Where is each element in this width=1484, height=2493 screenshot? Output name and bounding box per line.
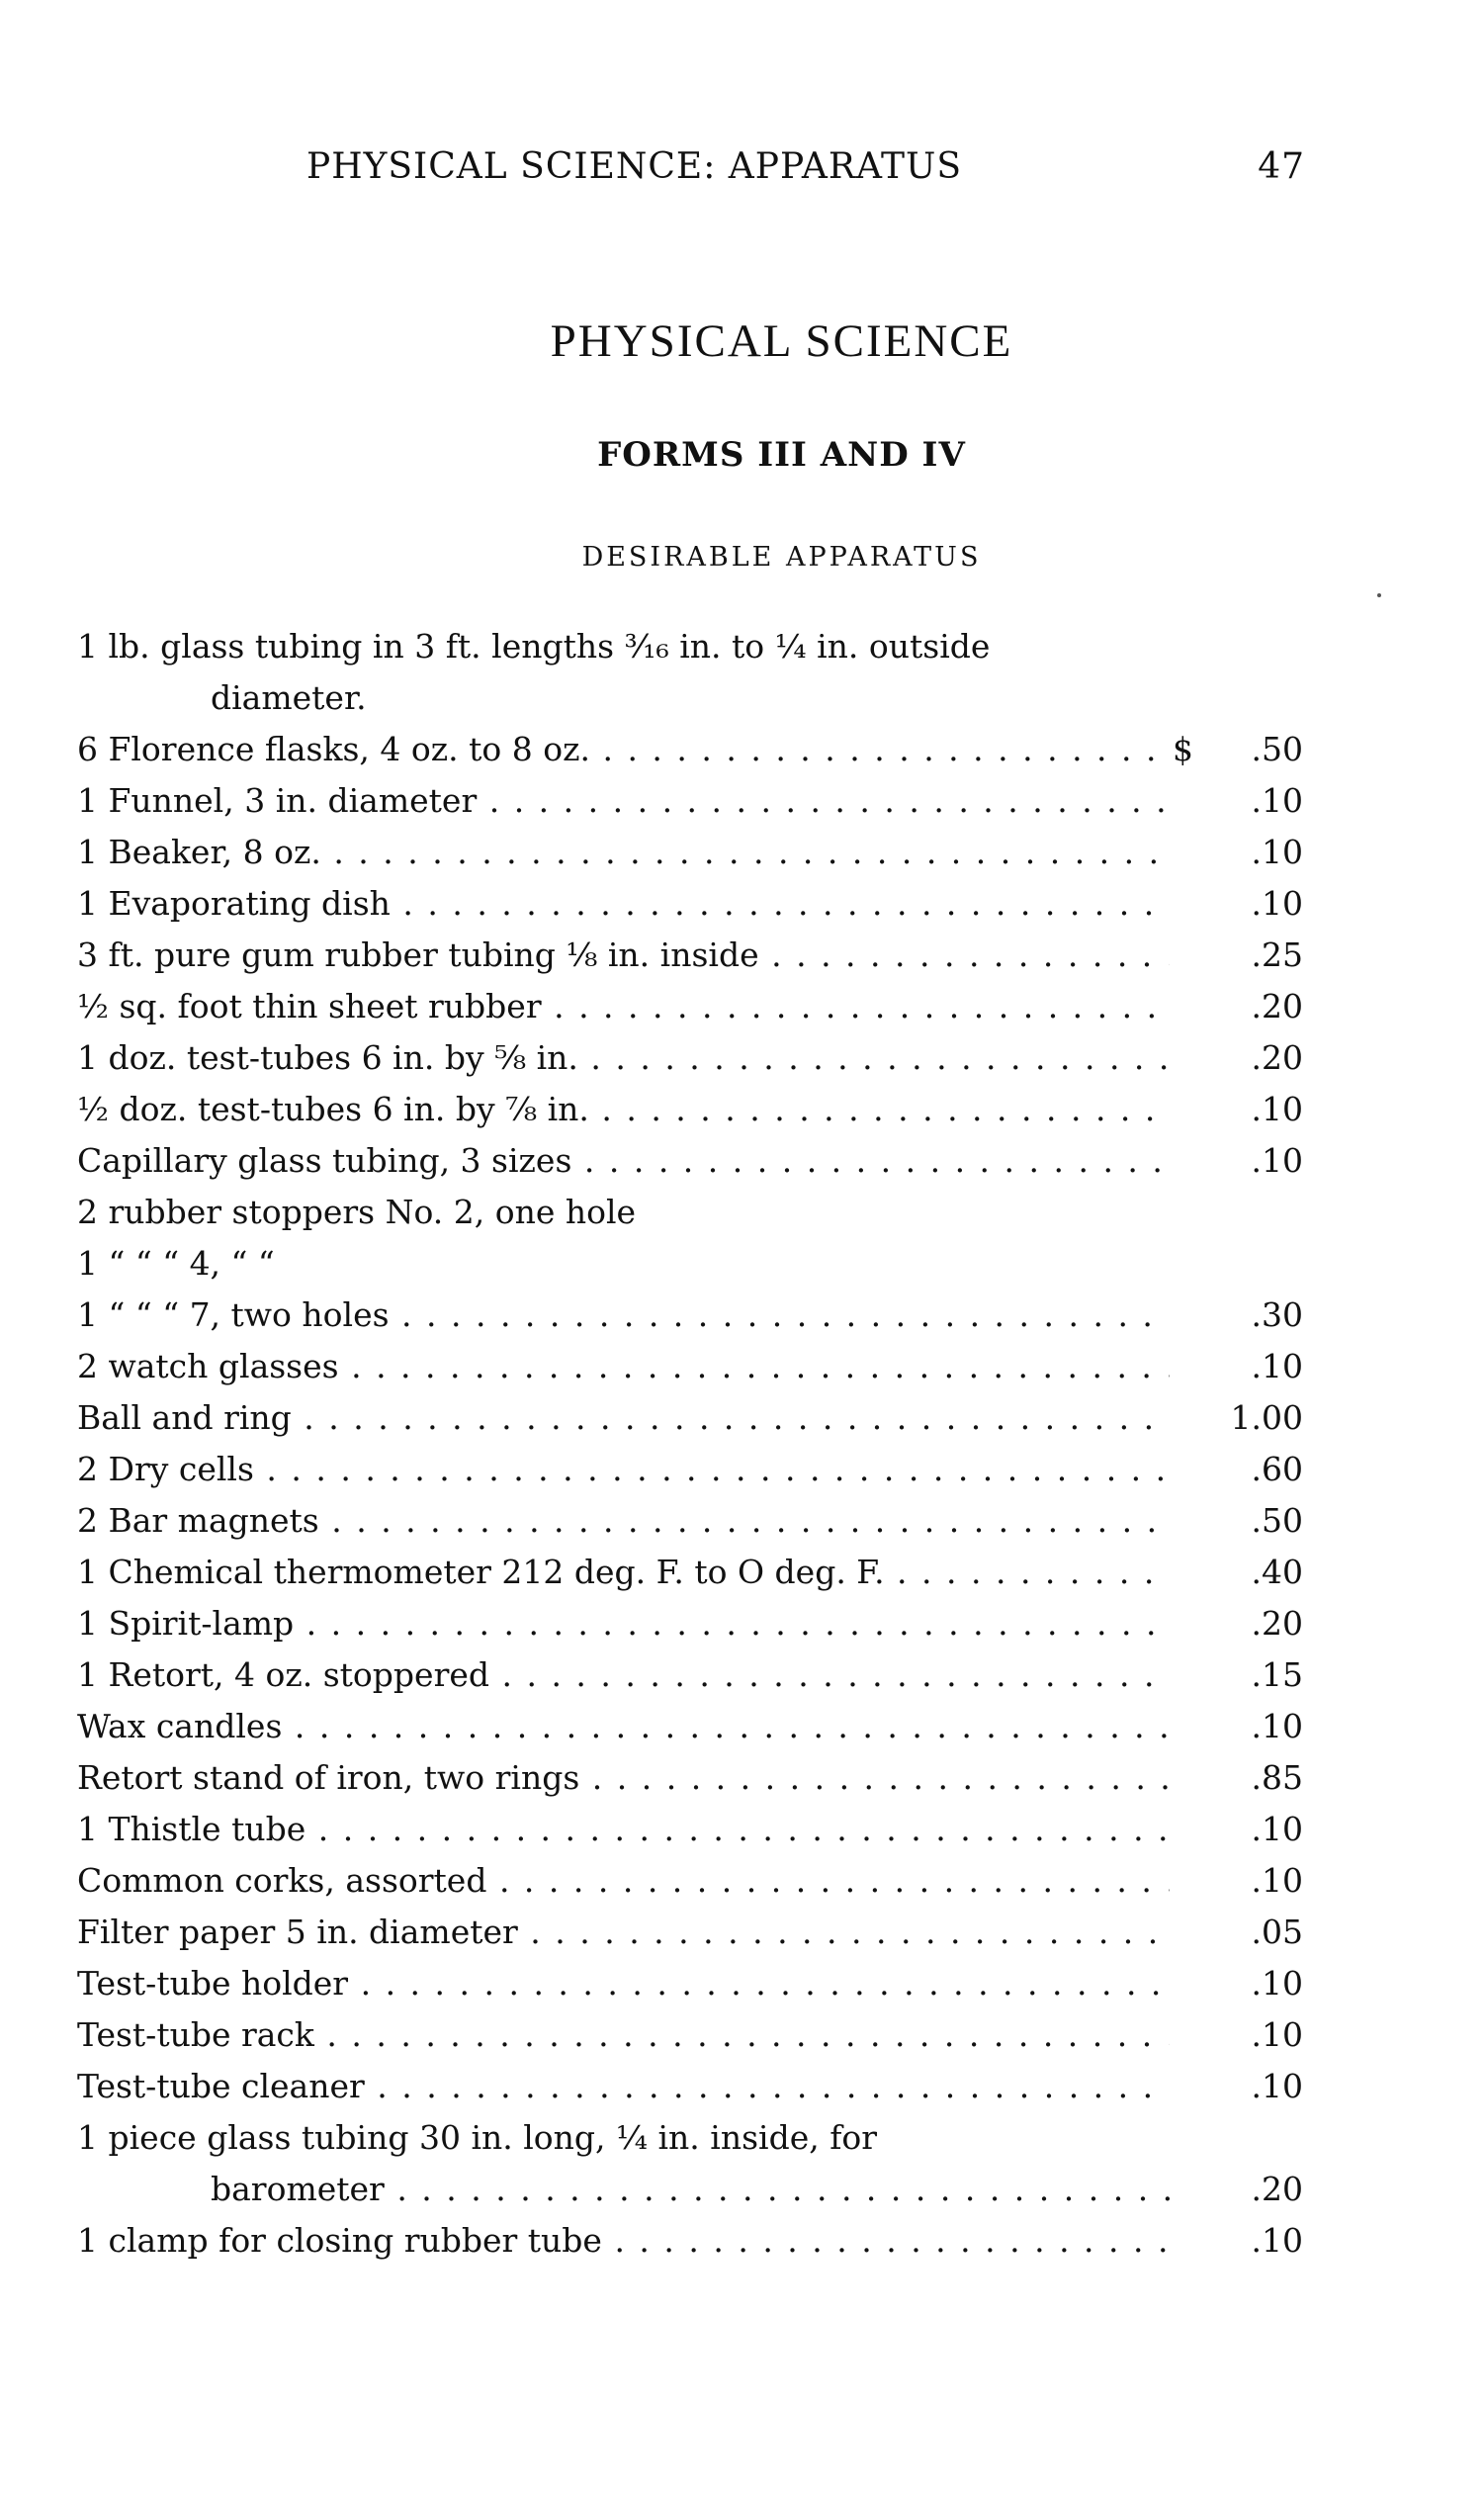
page-number: 47 bbox=[1258, 146, 1305, 187]
apparatus-list bbox=[77, 621, 1303, 2267]
list-item bbox=[77, 1084, 1303, 1135]
list-item bbox=[77, 1855, 1303, 1907]
list-item bbox=[77, 1238, 1303, 1290]
item-price: .10 bbox=[1251, 1861, 1303, 1900]
list-item bbox=[77, 1341, 1303, 1392]
list-item bbox=[77, 775, 1303, 827]
item-description: Capillary glass tubing, 3 sizes . . . bbox=[77, 1135, 1170, 1187]
list-item bbox=[77, 1752, 1303, 1804]
item-description: Wax candles . . . bbox=[77, 1701, 1170, 1752]
item-price: .10 bbox=[1251, 1707, 1303, 1745]
item-price: .60 bbox=[1251, 1450, 1303, 1488]
item-description: Common corks, assorted . . . bbox=[77, 1855, 1170, 1907]
item-description: Ball and ring . . . bbox=[77, 1392, 1170, 1444]
running-title: PHYSICAL SCIENCE: APPARATUS bbox=[306, 146, 963, 187]
list-item bbox=[77, 1135, 1303, 1187]
list-item bbox=[77, 981, 1303, 1032]
list-item bbox=[77, 724, 1303, 775]
stray-ink-mark bbox=[1377, 593, 1381, 597]
section-heading: DESIRABLE APPARATUS bbox=[581, 542, 982, 573]
item-price: .20 bbox=[1251, 1038, 1303, 1077]
item-price: .15 bbox=[1251, 1655, 1303, 1694]
item-description: 1 “ “ “ 7, two holes . . . bbox=[77, 1290, 1170, 1341]
item-description: 3 ft. pure gum rubber tubing ⅛ in. inside . . . bbox=[77, 930, 1170, 981]
dollar-sign: $ bbox=[1173, 730, 1193, 768]
item-price: .30 bbox=[1251, 1295, 1303, 1334]
item-price: 1.00 bbox=[1230, 1398, 1303, 1437]
item-price: .10 bbox=[1251, 1810, 1303, 1848]
list-item bbox=[77, 1598, 1303, 1649]
list-item bbox=[77, 1444, 1303, 1495]
item-price: .25 bbox=[1251, 935, 1303, 974]
item-price: .10 bbox=[1251, 884, 1303, 923]
item-price: .10 bbox=[1251, 2015, 1303, 2054]
item-description: 6 Florence flasks, 4 oz. to 8 oz. . . . bbox=[77, 724, 1170, 775]
item-description: 1 Retort, 4 oz. stoppered . . . bbox=[77, 1649, 1170, 1701]
item-description: 2 Bar magnets . . . bbox=[77, 1495, 1170, 1547]
list-item bbox=[77, 878, 1303, 930]
list-item bbox=[77, 2112, 1303, 2164]
list-item bbox=[77, 1495, 1303, 1547]
running-header bbox=[306, 146, 1305, 187]
item-description: 1 clamp for closing rubber tube . . . bbox=[77, 2215, 1170, 2267]
item-description: 1 Evaporating dish . . . bbox=[77, 878, 1170, 930]
item-price: .10 bbox=[1251, 1347, 1303, 1385]
item-description: barometer . . . bbox=[211, 2164, 1170, 2215]
item-price: .85 bbox=[1251, 1758, 1303, 1797]
item-description: 2 rubber stoppers No. 2, one hole bbox=[77, 1193, 637, 1231]
item-price: .20 bbox=[1251, 1604, 1303, 1643]
list-item bbox=[77, 1032, 1303, 1084]
item-price: .10 bbox=[1251, 833, 1303, 871]
list-item bbox=[77, 2215, 1303, 2267]
item-description: 2 watch glasses . . . bbox=[77, 1341, 1170, 1392]
item-description: 1 Thistle tube . . . bbox=[77, 1804, 1170, 1855]
item-price: .10 bbox=[1251, 2221, 1303, 2260]
list-item bbox=[77, 1649, 1303, 1701]
item-price: .20 bbox=[1251, 2170, 1303, 2208]
page-title: PHYSICAL SCIENCE bbox=[550, 315, 1013, 367]
list-item bbox=[77, 1392, 1303, 1444]
item-description: Test-tube cleaner . . . bbox=[77, 2061, 1170, 2112]
list-item bbox=[77, 1804, 1303, 1855]
item-description: diameter. bbox=[211, 678, 367, 717]
list-item bbox=[77, 827, 1303, 878]
item-price: .50 bbox=[1251, 1501, 1303, 1540]
list-item bbox=[77, 621, 1303, 672]
item-price: .05 bbox=[1251, 1913, 1303, 1951]
list-item bbox=[77, 1907, 1303, 1958]
item-price: .10 bbox=[1251, 2067, 1303, 2105]
list-item bbox=[77, 1958, 1303, 2009]
list-item bbox=[77, 1290, 1303, 1341]
item-description: ½ sq. foot thin sheet rubber . . . bbox=[77, 981, 1170, 1032]
item-description: 1 Beaker, 8 oz. . . . bbox=[77, 827, 1170, 878]
item-description: ½ doz. test-tubes 6 in. by ⅞ in. . . . bbox=[77, 1084, 1170, 1135]
item-price: .10 bbox=[1251, 781, 1303, 820]
list-item bbox=[77, 2164, 1303, 2215]
list-item bbox=[77, 1701, 1303, 1752]
item-description: 2 Dry cells . . . bbox=[77, 1444, 1170, 1495]
item-description: Test-tube holder . . . bbox=[77, 1958, 1170, 2009]
item-description: 1 Spirit-lamp . . . bbox=[77, 1598, 1170, 1649]
item-price: .20 bbox=[1251, 987, 1303, 1025]
item-description: 1 doz. test-tubes 6 in. by ⅝ in. . . . bbox=[77, 1032, 1170, 1084]
item-description: Filter paper 5 in. diameter . . . bbox=[77, 1907, 1170, 1958]
list-item bbox=[77, 672, 1303, 724]
item-description: Retort stand of iron, two rings . . . bbox=[77, 1752, 1170, 1804]
page-subtitle: FORMS III AND IV bbox=[597, 435, 966, 475]
item-price: .40 bbox=[1251, 1553, 1303, 1591]
item-description: Test-tube rack . . . bbox=[77, 2009, 1170, 2061]
item-description: 1 “ “ “ 4, “ “ bbox=[77, 1244, 275, 1283]
list-item bbox=[77, 1187, 1303, 1238]
item-price: .10 bbox=[1251, 1141, 1303, 1180]
item-description: 1 piece glass tubing 30 in. long, ¼ in. inside, for bbox=[77, 2118, 878, 2157]
list-item bbox=[77, 2009, 1303, 2061]
item-description: 1 Funnel, 3 in. diameter . . . bbox=[77, 775, 1170, 827]
list-item bbox=[77, 1547, 1303, 1598]
item-description: 1 lb. glass tubing in 3 ft. lengths ³⁄₁₆ in. to ¼ in. outside bbox=[77, 627, 991, 666]
list-item bbox=[77, 930, 1303, 981]
item-price: .50 bbox=[1251, 730, 1303, 768]
item-price: .10 bbox=[1251, 1964, 1303, 2003]
list-item bbox=[77, 2061, 1303, 2112]
item-price: .10 bbox=[1251, 1090, 1303, 1128]
item-description: 1 Chemical thermometer 212 deg. F. to O deg. F. . . . bbox=[77, 1547, 1170, 1598]
